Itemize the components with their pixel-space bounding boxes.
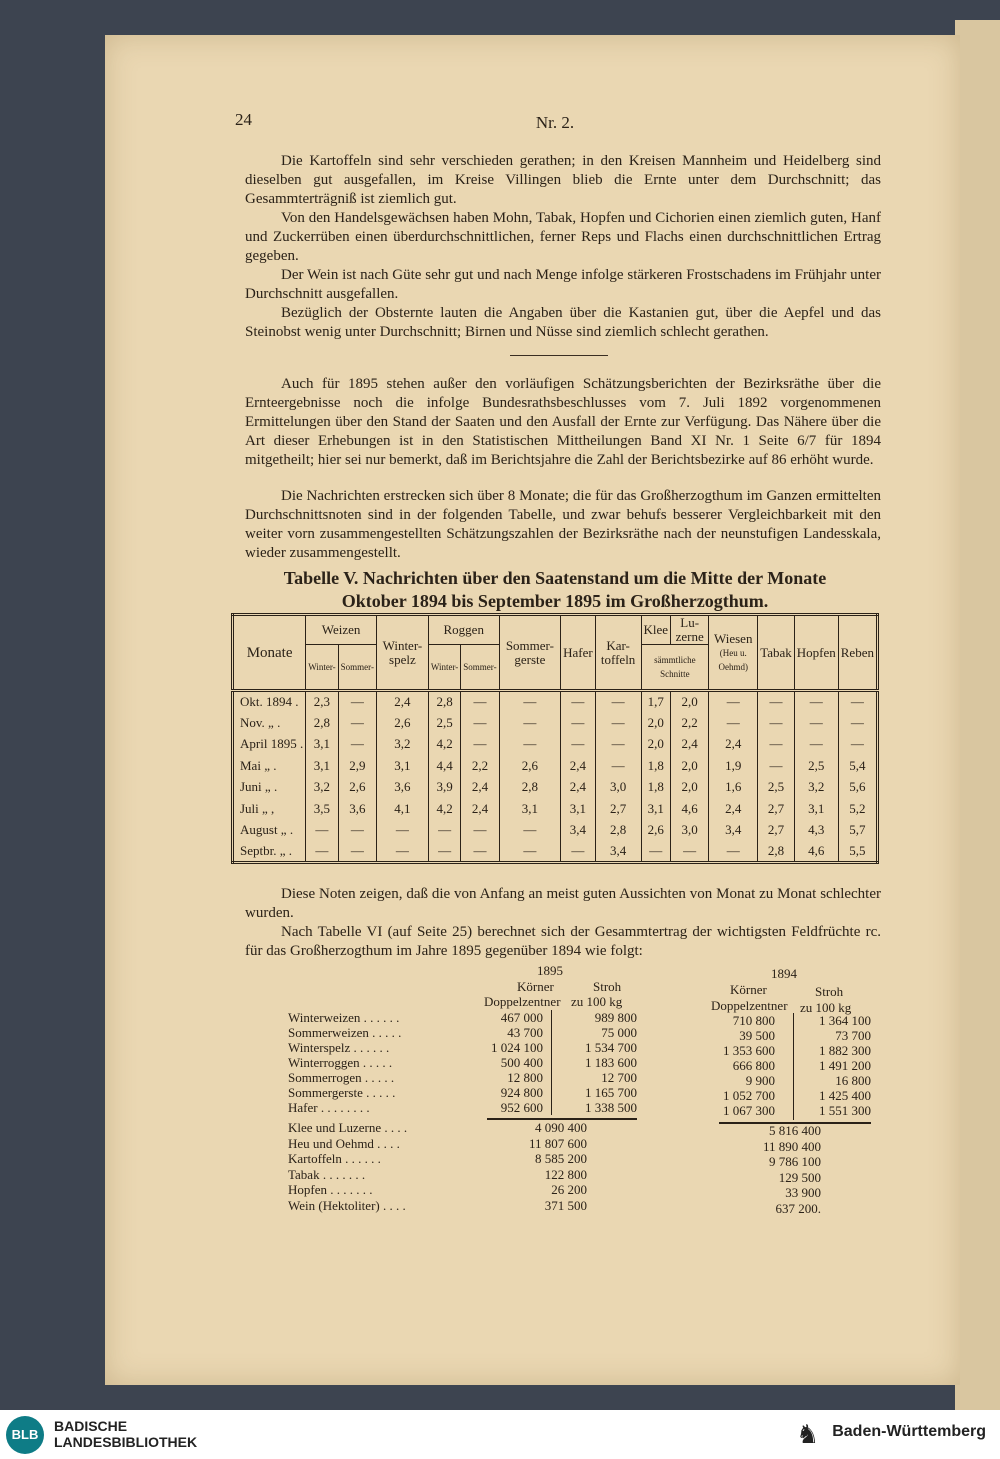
koerner-1894-values	[707, 1013, 775, 1118]
value-cell: —	[376, 841, 428, 863]
o1895-item: 11 807 600	[528, 1135, 587, 1151]
value-cell: 2,5	[794, 755, 838, 777]
unit-1895-b: zu 100 kg	[571, 994, 623, 1009]
value-cell: 5,6	[838, 777, 877, 799]
col-wiesen-sub: (Heu u. Oehmd)	[718, 647, 748, 672]
col-roggen-winter: Winter-	[428, 645, 460, 691]
paragraph: Die Kartoffeln sind sehr verschieden gerathen; in den Kreisen Mannheim und Heidelberg sind dieselben gut ausgefallen, im Kreise Villingen blieb die Ernte unter dem Durchschnitt; das Gesammterträgniß ist ziemlich gut.	[245, 153, 881, 207]
value-cell: —	[499, 712, 561, 734]
value-cell: —	[306, 820, 338, 842]
page-header: Nr. 2.	[535, 113, 575, 132]
value-cell: —	[561, 691, 596, 713]
paragraph: Nach Tabelle VI (auf Seite 25) berechnet sich der Gesammtertrag der wichtigsten Feldfrüchte rc. für das Großherzogthum im Jahre 1895 gegenüber 1894 wie folgt:	[245, 924, 881, 959]
value-cell: 3,1	[499, 798, 561, 820]
o1895-item: 122 800	[544, 1166, 587, 1182]
column-divider	[551, 1010, 552, 1115]
s1894-item: 1 364 100	[819, 1013, 871, 1028]
value-cell: 3,4	[595, 841, 641, 863]
value-cell: —	[306, 841, 338, 863]
stroh-1894: Stroh	[815, 984, 844, 999]
value-cell: —	[709, 841, 758, 863]
value-cell: 3,2	[794, 777, 838, 799]
s1895-item: 1 338 500	[585, 1100, 637, 1115]
month-cell: April 1895 .	[240, 736, 304, 752]
o1894-item: 637 200.	[775, 1200, 821, 1216]
value-cell: —	[561, 841, 596, 863]
o1895-item: 4 090 400	[535, 1120, 587, 1135]
paragraph: Von den Handelsgewächsen haben Mohn, Tabak, Hopfen und Cichorien einen ziemlich guten, Hanf und Zuckerrüben einen überdurchschnittlichen, ferner Reps und Flachs einen durchschnittlichen Ertrag gegeben.	[245, 210, 881, 264]
value-cell: 2,8	[306, 712, 338, 734]
col-sommergerste: Sommer-gerste	[499, 615, 561, 691]
value-cell: —	[709, 712, 758, 734]
unit-1895-a: Doppelzentner	[484, 994, 561, 1009]
value-cell: 3,2	[306, 777, 338, 799]
value-cell: 2,4	[709, 734, 758, 756]
o1894-item: 5 816 400	[769, 1123, 821, 1138]
value-cell: —	[499, 691, 561, 713]
value-cell: 3,6	[376, 777, 428, 799]
value-cell: 4,2	[428, 798, 460, 820]
others-item: Wein (Hektoliter) . . . .	[288, 1197, 406, 1213]
value-cell: 3,1	[376, 755, 428, 777]
o1894-item: 33 900	[785, 1185, 821, 1200]
value-cell: —	[461, 712, 499, 734]
value-cell: 2,2	[671, 712, 709, 734]
col-kartoffeln: Kar-toffeln	[595, 615, 641, 691]
value-cell: —	[758, 691, 795, 713]
value-cell: 4,6	[794, 841, 838, 863]
k1895-item: 1 024 100	[491, 1040, 543, 1055]
bw-lions-icon: ♞	[796, 1420, 820, 1449]
col-monate: Monate	[233, 615, 306, 691]
value-cell: 2,4	[376, 691, 428, 713]
value-cell: —	[428, 820, 460, 842]
others-item: Klee und Luzerne . . . .	[288, 1120, 408, 1135]
value-cell: 2,0	[641, 734, 671, 756]
others-item: Kartoffeln . . . . . .	[288, 1151, 381, 1166]
value-cell: 4,2	[428, 734, 460, 756]
table-row	[233, 691, 878, 713]
value-cell: —	[595, 734, 641, 756]
value-cell: 2,4	[461, 777, 499, 799]
s1894-item: 16 800	[835, 1073, 871, 1088]
blb-logo[interactable]: BLB	[6, 1416, 44, 1454]
value-cell: —	[671, 841, 709, 863]
month-cell: Okt. 1894 .	[240, 694, 299, 709]
value-cell: —	[461, 691, 499, 713]
value-cell: —	[499, 734, 561, 756]
k1895-item: 952 600	[500, 1100, 543, 1115]
value-cell: 5,4	[838, 755, 877, 777]
table-row	[233, 734, 878, 756]
year-1894: 1894	[771, 966, 797, 981]
value-cell: 5,5	[838, 841, 877, 863]
col-weizen: Weizen	[306, 615, 377, 645]
page-number: 24	[235, 110, 252, 129]
value-cell: —	[461, 820, 499, 842]
value-cell: 2,5	[428, 712, 460, 734]
value-cell: 4,1	[376, 798, 428, 820]
table-title: Tabelle V. Nachrichten über den Saatenstand um die Mitte der Monate	[283, 568, 827, 588]
value-cell: 2,4	[709, 798, 758, 820]
value-cell: —	[838, 691, 877, 713]
table-row	[233, 798, 878, 820]
paragraph: Bezüglich der Obsternte lauten die Angaben über die Kastanien gut, über die Aepfel und das Steinobst wenig unter Durchschnitt; Birnen und Nüsse sind ziemlich schlecht gerathen.	[245, 305, 881, 340]
stroh-1894-values	[795, 1013, 871, 1118]
k1895-item: 467 000	[500, 1010, 543, 1025]
col-roggen: Roggen	[428, 615, 499, 645]
value-cell: —	[338, 691, 376, 713]
col-wiesen-label: Wiesen	[713, 630, 753, 646]
value-cell: 2,3	[306, 691, 338, 713]
value-cell: —	[758, 734, 795, 756]
value-cell: —	[561, 734, 596, 756]
unit-1894-b: zu 100 kg	[800, 1000, 852, 1015]
crops-item: Sommerweizen . . . . .	[288, 1025, 402, 1040]
o1894-item: 11 890 400	[762, 1138, 821, 1154]
s1894-item: 1 425 400	[819, 1088, 871, 1103]
value-cell: 3,1	[561, 798, 596, 820]
col-klee: Klee	[641, 615, 671, 645]
paragraph: Der Wein ist nach Güte sehr gut und nach Menge infolge stärkeren Frostschadens im Frühjahr unter Durchschnitt ausgefallen.	[245, 267, 881, 302]
table-row	[233, 755, 878, 777]
paragraph: Auch für 1895 stehen außer den vorläufigen Schätzungsberichten der Bezirksräthe über die Ernteergebnisse noch die infolge Bundesrathsbeschlusses vom 7. Juli 1892 vorgenommenen Ermittelungen über den Stand der Saaten und den Ausfall der Ernte zur Verfügung. Das Nähere über die Art dieser Erhebungen ist in den Statistischen Mittheilungen Band XI Nr. 1 Seite 6/7 für 1894 mitgetheilt; hier sei nur bemerkt, daß im Berichtsjahre die Zahl der Berichtsbezirke auf 86 erhöht wurde.	[245, 376, 881, 468]
value-cell: 4,4	[428, 755, 460, 777]
table-row	[233, 841, 878, 863]
month-cell: Mai „ .	[240, 757, 277, 773]
koerner-1894: Körner	[730, 982, 767, 997]
value-cell: 1,6	[709, 777, 758, 799]
library-name-line2: LANDESBIBLIOTHEK	[54, 1434, 198, 1450]
crops-item: Hafer . . . . . . . .	[288, 1100, 370, 1115]
s1895-item: 989 800	[594, 1010, 637, 1025]
value-cell: —	[595, 712, 641, 734]
value-cell: 3,0	[671, 820, 709, 842]
value-cell: 3,6	[338, 798, 376, 820]
value-cell: 3,1	[306, 755, 338, 777]
month-cell: Nov. „ .	[240, 714, 281, 730]
other-1894-values	[715, 1123, 821, 1216]
value-cell: 2,4	[561, 777, 596, 799]
s1894-item: 1 551 300	[819, 1103, 871, 1118]
table-row	[233, 712, 878, 734]
month-cell: Juli „ ,	[240, 800, 275, 816]
value-cell: 1,9	[709, 755, 758, 777]
crops-item: Winterweizen . . . . . .	[288, 1010, 400, 1025]
value-cell: 3,1	[641, 798, 671, 820]
table-body	[233, 691, 878, 863]
other-labels	[288, 1120, 468, 1213]
footer-bar	[0, 1410, 1000, 1459]
value-cell: 2,7	[758, 820, 795, 842]
value-cell: —	[595, 755, 641, 777]
k1895-item: 500 400	[500, 1055, 543, 1070]
month-cell: Septbr. „ .	[240, 843, 292, 858]
value-cell: —	[338, 712, 376, 734]
value-cell: 3,4	[709, 820, 758, 842]
stroh-1895: Stroh	[593, 979, 622, 994]
k1894-item: 39 500	[739, 1028, 775, 1043]
value-cell: 1,8	[641, 777, 671, 799]
others-item: Heu und Oehmd . . . .	[288, 1135, 400, 1151]
col-wiesen	[709, 615, 758, 691]
other-1895-values	[485, 1120, 587, 1213]
value-cell: —	[641, 841, 671, 863]
col-roggen-sommer: Sommer-	[461, 645, 499, 691]
unit-1894-a: Doppelzentner	[711, 998, 788, 1013]
crops-item: Sommerrogen . . . . .	[288, 1070, 395, 1085]
year-1895: 1895	[537, 963, 563, 978]
value-cell: —	[595, 691, 641, 713]
value-cell: 3,9	[428, 777, 460, 799]
col-tabak: Tabak	[758, 615, 795, 691]
o1895-item: 8 585 200	[535, 1151, 587, 1166]
value-cell: 2,6	[499, 755, 561, 777]
crops-item: Winterroggen . . . . .	[288, 1055, 393, 1070]
col-saemmtliche-schnitte: sämmtliche Schnitte	[641, 645, 709, 691]
value-cell: 2,4	[461, 798, 499, 820]
crop-status-table	[231, 613, 879, 864]
crops-item: Winterspelz . . . . . .	[288, 1040, 390, 1055]
value-cell: 2,0	[641, 712, 671, 734]
value-cell: 2,8	[428, 691, 460, 713]
value-cell: —	[376, 820, 428, 842]
value-cell: 1,7	[641, 691, 671, 713]
koerner-1895: Körner	[517, 979, 554, 994]
paragraph: Die Nachrichten erstrecken sich über 8 Monate; die für das Großherzogthum im Ganzen ermittelten Durchschnittsnoten sind in der folgenden Tabelle, und zwar behufs besserer Vergleichbarkeit mit den weiter vorn zusammengestellten Schätzungszahlen der Bezirksräthe nach der neunstufigen Landesskala, wieder zusammengestellt.	[245, 488, 881, 561]
s1895-item: 1 183 600	[585, 1055, 637, 1070]
library-name	[54, 1418, 197, 1450]
s1894-item: 1 491 200	[819, 1058, 871, 1073]
value-cell: 2,0	[671, 777, 709, 799]
s1895-item: 1 165 700	[585, 1085, 637, 1100]
o1894-item: 129 500	[778, 1169, 821, 1185]
value-cell: 3,1	[306, 734, 338, 756]
value-cell: —	[338, 820, 376, 842]
o1894-item: 9 786 100	[769, 1154, 821, 1169]
value-cell: —	[338, 841, 376, 863]
col-luzerne: Lu-zerne	[671, 615, 709, 645]
value-cell: 2,8	[595, 820, 641, 842]
k1894-item: 666 800	[732, 1058, 775, 1073]
value-cell: —	[838, 712, 877, 734]
value-cell: —	[794, 691, 838, 713]
stroh-1895-values	[565, 1010, 637, 1115]
state-logo-text[interactable]: Baden-Württemberg	[832, 1423, 986, 1440]
k1894-item: 1 067 300	[723, 1103, 775, 1118]
others-item: Tabak . . . . . . .	[288, 1166, 366, 1182]
value-cell: —	[838, 734, 877, 756]
table-title: Oktober 1894 bis September 1895 im Großherzogthum.	[341, 591, 769, 611]
value-cell: 2,2	[461, 755, 499, 777]
value-cell: 2,6	[338, 777, 376, 799]
table-row	[233, 777, 878, 799]
value-cell: —	[499, 841, 561, 863]
value-cell: —	[461, 734, 499, 756]
k1895-item: 43 700	[507, 1025, 543, 1040]
value-cell: —	[758, 712, 795, 734]
value-cell: 2,0	[671, 691, 709, 713]
value-cell: —	[794, 712, 838, 734]
value-cell: 2,6	[641, 820, 671, 842]
k1895-item: 12 800	[507, 1070, 543, 1085]
value-cell: 2,4	[561, 755, 596, 777]
value-cell: 2,4	[671, 734, 709, 756]
value-cell: —	[338, 734, 376, 756]
value-cell: —	[758, 755, 795, 777]
value-cell: 2,7	[758, 798, 795, 820]
value-cell: 1,8	[641, 755, 671, 777]
value-cell: 5,2	[838, 798, 877, 820]
col-winterspelz: Winter-spelz	[376, 615, 428, 691]
k1894-item: 710 800	[732, 1013, 775, 1028]
column-divider	[793, 1013, 794, 1120]
value-cell: 4,6	[671, 798, 709, 820]
s1895-item: 1 534 700	[585, 1040, 637, 1055]
col-hafer: Hafer	[561, 615, 596, 691]
value-cell: —	[709, 691, 758, 713]
col-hopfen: Hopfen	[794, 615, 838, 691]
library-name-line1: BADISCHE	[54, 1418, 128, 1434]
value-cell: 3,5	[306, 798, 338, 820]
s1894-item: 73 700	[835, 1028, 871, 1043]
koerner-1895-values	[485, 1010, 543, 1115]
month-cell: August „ .	[240, 822, 294, 838]
s1895-item: 12 700	[601, 1070, 637, 1085]
crop-labels	[288, 1010, 468, 1115]
section-divider	[510, 355, 608, 356]
s1894-item: 1 882 300	[819, 1043, 871, 1058]
adjacent-page-edge	[955, 20, 1000, 1410]
col-weizen-winter: Winter-	[306, 645, 338, 691]
value-cell: —	[499, 820, 561, 842]
paragraph: Diese Noten zeigen, daß die von Anfang an meist guten Aussichten von Monat zu Monat schlechter wurden.	[245, 886, 881, 921]
col-weizen-sommer: Sommer-	[338, 645, 376, 691]
value-cell: 5,7	[838, 820, 877, 842]
value-cell: 4,3	[794, 820, 838, 842]
value-cell: 2,8	[499, 777, 561, 799]
value-cell: 3,0	[595, 777, 641, 799]
value-cell: —	[428, 841, 460, 863]
others-item: Hopfen . . . . . . .	[288, 1182, 373, 1197]
k1894-item: 9 900	[745, 1073, 775, 1088]
value-cell: 2,0	[671, 755, 709, 777]
s1895-item: 75 000	[601, 1025, 637, 1040]
table-row	[233, 820, 878, 842]
value-cell: 2,7	[595, 798, 641, 820]
o1895-item: 371 500	[544, 1197, 587, 1213]
k1894-item: 1 052 700	[723, 1088, 775, 1103]
crops-item: Sommergerste . . . . .	[288, 1085, 396, 1100]
value-cell: 2,9	[338, 755, 376, 777]
col-reben: Reben	[838, 615, 877, 691]
value-cell: 3,2	[376, 734, 428, 756]
value-cell: 3,4	[561, 820, 596, 842]
k1895-item: 924 800	[500, 1085, 543, 1100]
o1895-item: 26 200	[551, 1182, 587, 1197]
value-cell: 3,1	[794, 798, 838, 820]
value-cell: —	[561, 712, 596, 734]
value-cell: —	[461, 841, 499, 863]
document-page	[105, 35, 960, 1385]
value-cell: —	[794, 734, 838, 756]
month-cell: Juni „ .	[240, 779, 278, 795]
value-cell: 2,5	[758, 777, 795, 799]
value-cell: 2,6	[376, 712, 428, 734]
k1894-item: 1 353 600	[723, 1043, 775, 1058]
value-cell: 2,8	[758, 841, 795, 863]
